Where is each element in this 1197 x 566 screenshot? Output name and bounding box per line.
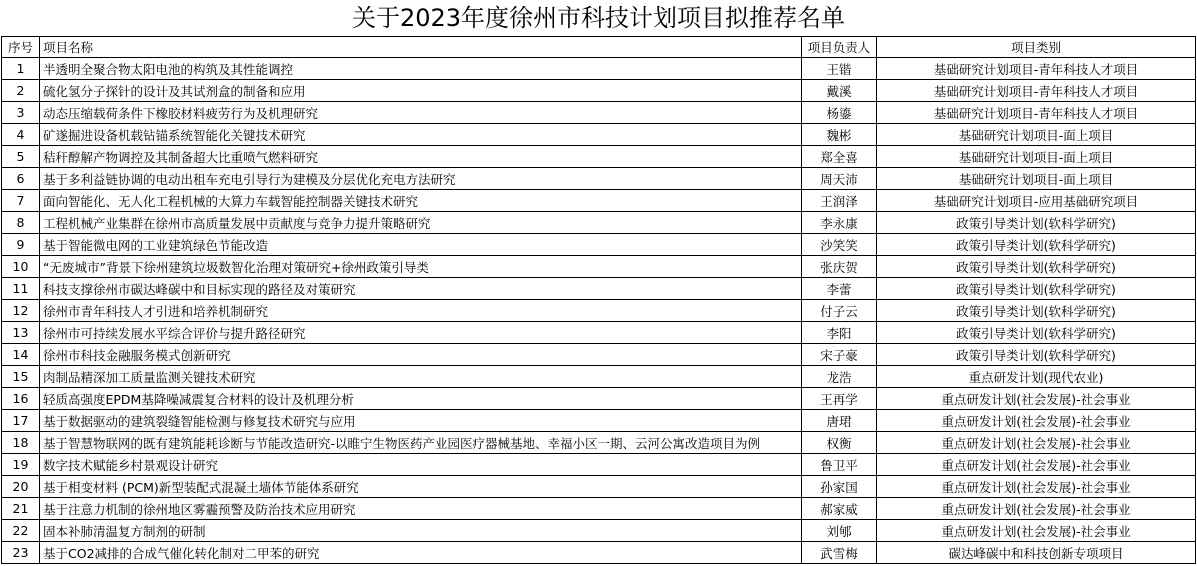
table-row [2,124,1196,146]
cell-project-category[interactable]: 重点研发计划(社会发展)-社会事业 [877,498,1196,520]
cell-project-category[interactable]: 重点研发计划(社会发展)-社会事业 [877,454,1196,476]
cell-project-category[interactable]: 政策引导类计划(软科学研究) [877,322,1196,344]
cell-index[interactable]: 3 [2,102,40,124]
cell-project-name[interactable]: “无废城市”背景下徐州建筑垃圾数智化治理对策研究+徐州政策引导类 [40,256,802,278]
cell-project-name[interactable]: 面向智能化、无人化工程机械的大算力车载智能控制器关键技术研究 [40,190,802,212]
cell-index[interactable]: 5 [2,146,40,168]
cell-project-leader[interactable]: 郝家威 [802,498,877,520]
table-row [2,146,1196,168]
cell-index[interactable]: 4 [2,124,40,146]
cell-project-leader[interactable]: 刘郇 [802,520,877,542]
cell-project-category[interactable]: 基础研究计划项目-面上项目 [877,146,1196,168]
cell-project-category[interactable]: 重点研发计划(社会发展)-社会事业 [877,520,1196,542]
cell-project-leader[interactable]: 鲁卫平 [802,454,877,476]
cell-project-leader[interactable]: 付子云 [802,300,877,322]
cell-project-leader[interactable]: 孙家国 [802,476,877,498]
cell-project-leader[interactable]: 李阳 [802,322,877,344]
cell-project-name[interactable]: 徐州市青年科技人才引进和培养机制研究 [40,300,802,322]
cell-project-name[interactable]: 矿遂掘进设备机载钻锚系统智能化关键技术研究 [40,124,802,146]
table-row [2,168,1196,190]
table-row [2,102,1196,124]
table-row [2,520,1196,542]
cell-project-category[interactable]: 基础研究计划项目-青年科技人才项目 [877,102,1196,124]
table-row [2,410,1196,432]
table-row [2,278,1196,300]
table-row [2,190,1196,212]
table-row [2,476,1196,498]
cell-project-name[interactable]: 基于CO2减排的合成气催化转化制对二甲苯的研究 [40,542,802,564]
cell-project-name[interactable]: 秸秆醇解产物调控及其制备超大比重喷气燃料研究 [40,146,802,168]
cell-project-leader[interactable]: 权衡 [802,432,877,454]
cell-project-leader[interactable]: 武雪梅 [802,542,877,564]
table-body [2,58,1196,564]
cell-project-name[interactable]: 基于数据驱动的建筑裂缝智能检测与修复技术研究与应用 [40,410,802,432]
cell-project-category[interactable]: 基础研究计划项目-青年科技人才项目 [877,58,1196,80]
cell-project-leader[interactable]: 王再学 [802,388,877,410]
cell-index[interactable]: 9 [2,234,40,256]
table-header-row [2,37,1196,58]
cell-project-category[interactable]: 重点研发计划(社会发展)-社会事业 [877,432,1196,454]
cell-project-category[interactable]: 政策引导类计划(软科学研究) [877,344,1196,366]
cell-project-name[interactable]: 基于注意力机制的徐州地区雾霾预警及防治技术应用研究 [40,498,802,520]
header-project-name[interactable]: 项目名称 [40,37,802,58]
cell-project-name[interactable]: 基于多利益链协调的电动出租车充电引导行为建模及分层优化充电方法研究 [40,168,802,190]
cell-index[interactable]: 14 [2,344,40,366]
cell-project-category[interactable]: 碳达峰碳中和科技创新专项项目 [877,542,1196,564]
cell-index[interactable]: 23 [2,542,40,564]
header-project-category[interactable]: 项目类别 [877,37,1196,58]
table-row [2,542,1196,564]
table-row [2,366,1196,388]
cell-project-leader[interactable]: 郑全喜 [802,146,877,168]
cell-project-name[interactable]: 半透明全聚合物太阳电池的构筑及其性能调控 [40,58,802,80]
cell-index[interactable]: 16 [2,388,40,410]
cell-project-name[interactable]: 轻质高强度EPDM基降噪减震复合材料的设计及机理分析 [40,388,802,410]
cell-project-name[interactable]: 基于相变材料 (PCM)新型装配式混凝土墙体节能体系研究 [40,476,802,498]
cell-project-leader[interactable]: 戴溪 [802,80,877,102]
document-title: 关于2023年度徐州市科技计划项目拟推荐名单 [351,4,846,32]
cell-index[interactable]: 12 [2,300,40,322]
cell-index[interactable]: 11 [2,278,40,300]
table-row [2,454,1196,476]
cell-project-category[interactable]: 重点研发计划(社会发展)-社会事业 [877,476,1196,498]
cell-project-category[interactable]: 政策引导类计划(软科学研究) [877,278,1196,300]
table-row [2,300,1196,322]
header-index[interactable]: 序号 [2,37,40,58]
cell-project-name[interactable]: 基于智慧物联网的既有建筑能耗诊断与节能改造研究-以睢宁生物医药产业园医疗器械基地、幸福小区一期、云河公寓改造项目为例 [40,432,802,454]
cell-project-leader[interactable]: 龙浩 [802,366,877,388]
table-row [2,322,1196,344]
cell-project-leader[interactable]: 魏彬 [802,124,877,146]
table-row [2,388,1196,410]
cell-project-name[interactable]: 动态压缩载荷条件下橡胶材料疲劳行为及机理研究 [40,102,802,124]
cell-project-category[interactable]: 政策引导类计划(软科学研究) [877,300,1196,322]
cell-index[interactable]: 21 [2,498,40,520]
cell-project-leader[interactable]: 宋子豪 [802,344,877,366]
table-row [2,212,1196,234]
project-table [1,36,1196,564]
table-row [2,344,1196,366]
cell-index[interactable]: 13 [2,322,40,344]
table-row [2,234,1196,256]
cell-project-category[interactable]: 重点研发计划(社会发展)-社会事业 [877,410,1196,432]
table-row [2,498,1196,520]
cell-index[interactable]: 17 [2,410,40,432]
cell-project-name[interactable]: 徐州市科技金融服务模式创新研究 [40,344,802,366]
cell-project-leader[interactable]: 周天沛 [802,168,877,190]
cell-project-category[interactable]: 基础研究计划项目-面上项目 [877,168,1196,190]
cell-project-category[interactable]: 政策引导类计划(软科学研究) [877,234,1196,256]
cell-project-leader[interactable]: 李蕾 [802,278,877,300]
cell-index[interactable]: 2 [2,80,40,102]
table-row [2,256,1196,278]
cell-project-category[interactable]: 重点研发计划(社会发展)-社会事业 [877,388,1196,410]
cell-index[interactable]: 20 [2,476,40,498]
cell-project-name[interactable]: 数字技术赋能乡村景观设计研究 [40,454,802,476]
cell-index[interactable]: 1 [2,58,40,80]
cell-project-name[interactable]: 基于智能微电网的工业建筑绿色节能改造 [40,234,802,256]
header-project-leader[interactable]: 项目负责人 [802,37,877,58]
cell-project-name[interactable]: 科技支撑徐州市碳达峰碳中和目标实现的路径及对策研究 [40,278,802,300]
cell-index[interactable]: 6 [2,168,40,190]
cell-project-name[interactable]: 固本补肺清温复方制剂的研制 [40,520,802,542]
cell-index[interactable]: 18 [2,432,40,454]
cell-project-category[interactable]: 基础研究计划项目-应用基础研究项目 [877,190,1196,212]
cell-project-leader[interactable]: 沙笑笑 [802,234,877,256]
table-row [2,58,1196,80]
cell-project-leader[interactable]: 张庆贺 [802,256,877,278]
cell-project-category[interactable]: 重点研发计划(现代农业) [877,366,1196,388]
cell-project-leader[interactable]: 李永康 [802,212,877,234]
cell-project-name[interactable]: 硫化氢分子探针的设计及其试剂盒的制备和应用 [40,80,802,102]
cell-project-name[interactable]: 徐州市可持续发展水平综合评价与提升路径研究 [40,322,802,344]
table-row [2,432,1196,454]
cell-project-leader[interactable]: 杨鎏 [802,102,877,124]
cell-project-leader[interactable]: 唐珺 [802,410,877,432]
cell-index[interactable]: 7 [2,190,40,212]
cell-project-name[interactable]: 工程机械产业集群在徐州市高质量发展中贡献度与竞争力提升策略研究 [40,212,802,234]
cell-index[interactable]: 15 [2,366,40,388]
cell-index[interactable]: 22 [2,520,40,542]
cell-index[interactable]: 8 [2,212,40,234]
cell-project-leader[interactable]: 王润泽 [802,190,877,212]
cell-project-category[interactable]: 政策引导类计划(软科学研究) [877,256,1196,278]
cell-project-category[interactable]: 基础研究计划项目-青年科技人才项目 [877,80,1196,102]
cell-project-category[interactable]: 政策引导类计划(软科学研究) [877,212,1196,234]
cell-index[interactable]: 19 [2,454,40,476]
cell-index[interactable]: 10 [2,256,40,278]
table-row [2,80,1196,102]
cell-project-leader[interactable]: 王锴 [802,58,877,80]
cell-project-name[interactable]: 肉制品精深加工质量监测关键技术研究 [40,366,802,388]
cell-project-category[interactable]: 基础研究计划项目-面上项目 [877,124,1196,146]
